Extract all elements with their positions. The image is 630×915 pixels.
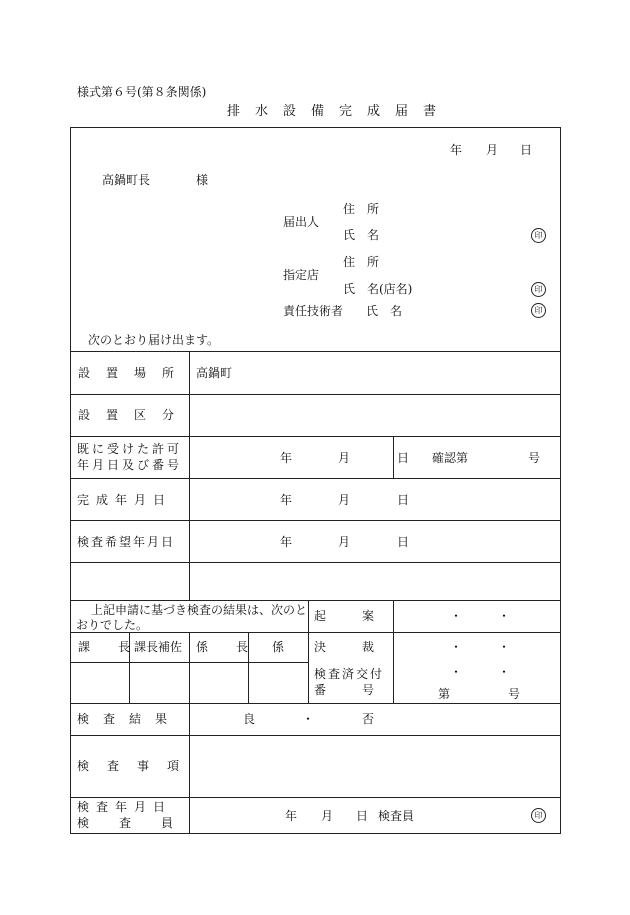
completion-day-label: 日 [397, 493, 410, 507]
seal-icon: 印 [531, 282, 546, 297]
result-bad: 否 [362, 712, 375, 726]
divider [70, 632, 561, 633]
divider [70, 600, 561, 601]
divider [308, 600, 309, 703]
divider [70, 436, 561, 437]
divider [189, 632, 190, 703]
cert-dots: ・ ・ [450, 665, 511, 679]
permit-year-label: 年 [280, 451, 293, 465]
location-label: 設置場所 [78, 366, 191, 380]
divider [70, 351, 561, 352]
result-dot: ・ [302, 712, 315, 726]
completion-label: 完成年月日 [77, 493, 173, 507]
permit-day-label: 日 [397, 451, 410, 465]
statement: 次のとおり届け出ます。 [88, 333, 220, 347]
draft-dots: ・ ・ [450, 609, 511, 623]
approval-label: 決 裁 [314, 640, 375, 654]
draft-label: 起 案 [314, 609, 375, 623]
notifier-name-label: 氏 名 [343, 228, 380, 242]
inspector-row-label: 検査員 [77, 816, 204, 830]
notifier-label: 届出人 [283, 215, 320, 229]
location-value: 高鍋町 [196, 366, 233, 380]
inspection-date-label: 検査年月日 [77, 800, 173, 814]
store-name-label: 氏 名(店名) [343, 282, 413, 296]
divider [393, 436, 394, 478]
office-note-line1: 上記申請に基づき検査の結果は、次のと [91, 603, 308, 617]
inspector-label: 検査員 [378, 809, 415, 823]
approval-dots: ・ ・ [450, 640, 511, 654]
technician-label: 責任技術者 [283, 304, 344, 318]
inspection-desired-label: 検査希望年月日 [77, 535, 176, 549]
divider [70, 520, 561, 521]
matters-label: 検査事項 [77, 759, 198, 773]
addressee: 高鍋町長 [102, 173, 151, 187]
designated-store-label: 指定店 [283, 268, 320, 282]
permit-label-line1: 既に受けた許可 [77, 442, 183, 456]
header-deputy-chief: 課長補佐 [134, 640, 183, 654]
header-staff: 係 [272, 640, 285, 654]
seal-icon: 印 [531, 228, 546, 243]
inspection-day-label: 日 [356, 809, 369, 823]
form-number: 様式第６号(第８条関係) [77, 85, 207, 99]
header-section-chief: 課 長 [78, 640, 139, 654]
category-label: 設置区分 [78, 408, 191, 422]
inspection-desired-month-label: 月 [338, 535, 351, 549]
form-frame [70, 127, 561, 834]
cert-number-suffix: 号 [508, 687, 521, 701]
permit-number-suffix: 号 [528, 451, 541, 465]
notifier-address-label: 住 所 [343, 202, 380, 216]
divider [189, 351, 190, 600]
store-address-label: 住 所 [343, 255, 380, 269]
seal-icon: 印 [531, 303, 546, 318]
date-month-label: 月 [486, 143, 499, 157]
divider [70, 394, 561, 395]
completion-month-label: 月 [338, 493, 351, 507]
date-year-label: 年 [450, 143, 463, 157]
header-subsection-chief: 係 長 [196, 640, 257, 654]
cert-label-line2: 番 号 [314, 683, 375, 697]
result-label: 検査結果 [77, 712, 182, 726]
divider [70, 703, 561, 704]
result-good: 良 [243, 712, 256, 726]
inspection-desired-day-label: 日 [397, 535, 410, 549]
permit-confirm-label: 確認第 [432, 451, 469, 465]
inspection-month-label: 月 [321, 809, 334, 823]
permit-label-line2: 年月日及び番号 [77, 458, 183, 472]
addressee-suffix: 様 [196, 173, 209, 187]
office-note-line2: おりでした。 [76, 618, 149, 632]
seal-icon: 印 [531, 808, 546, 823]
divider [70, 478, 561, 479]
date-day-label: 日 [520, 143, 533, 157]
inspection-year-label: 年 [285, 809, 298, 823]
cert-number-prefix: 第 [438, 687, 451, 701]
cert-label-line1: 検査済交付 [314, 667, 385, 681]
permit-month-label: 月 [338, 451, 351, 465]
technician-name-label: 氏 名 [366, 304, 403, 318]
completion-year-label: 年 [280, 493, 293, 507]
inspection-desired-year-label: 年 [280, 535, 293, 549]
divider [70, 735, 561, 736]
divider [70, 797, 561, 798]
page-title: 排 水 設 備 完 成 届 書 [227, 104, 438, 119]
divider [393, 600, 394, 703]
divider [70, 562, 561, 563]
